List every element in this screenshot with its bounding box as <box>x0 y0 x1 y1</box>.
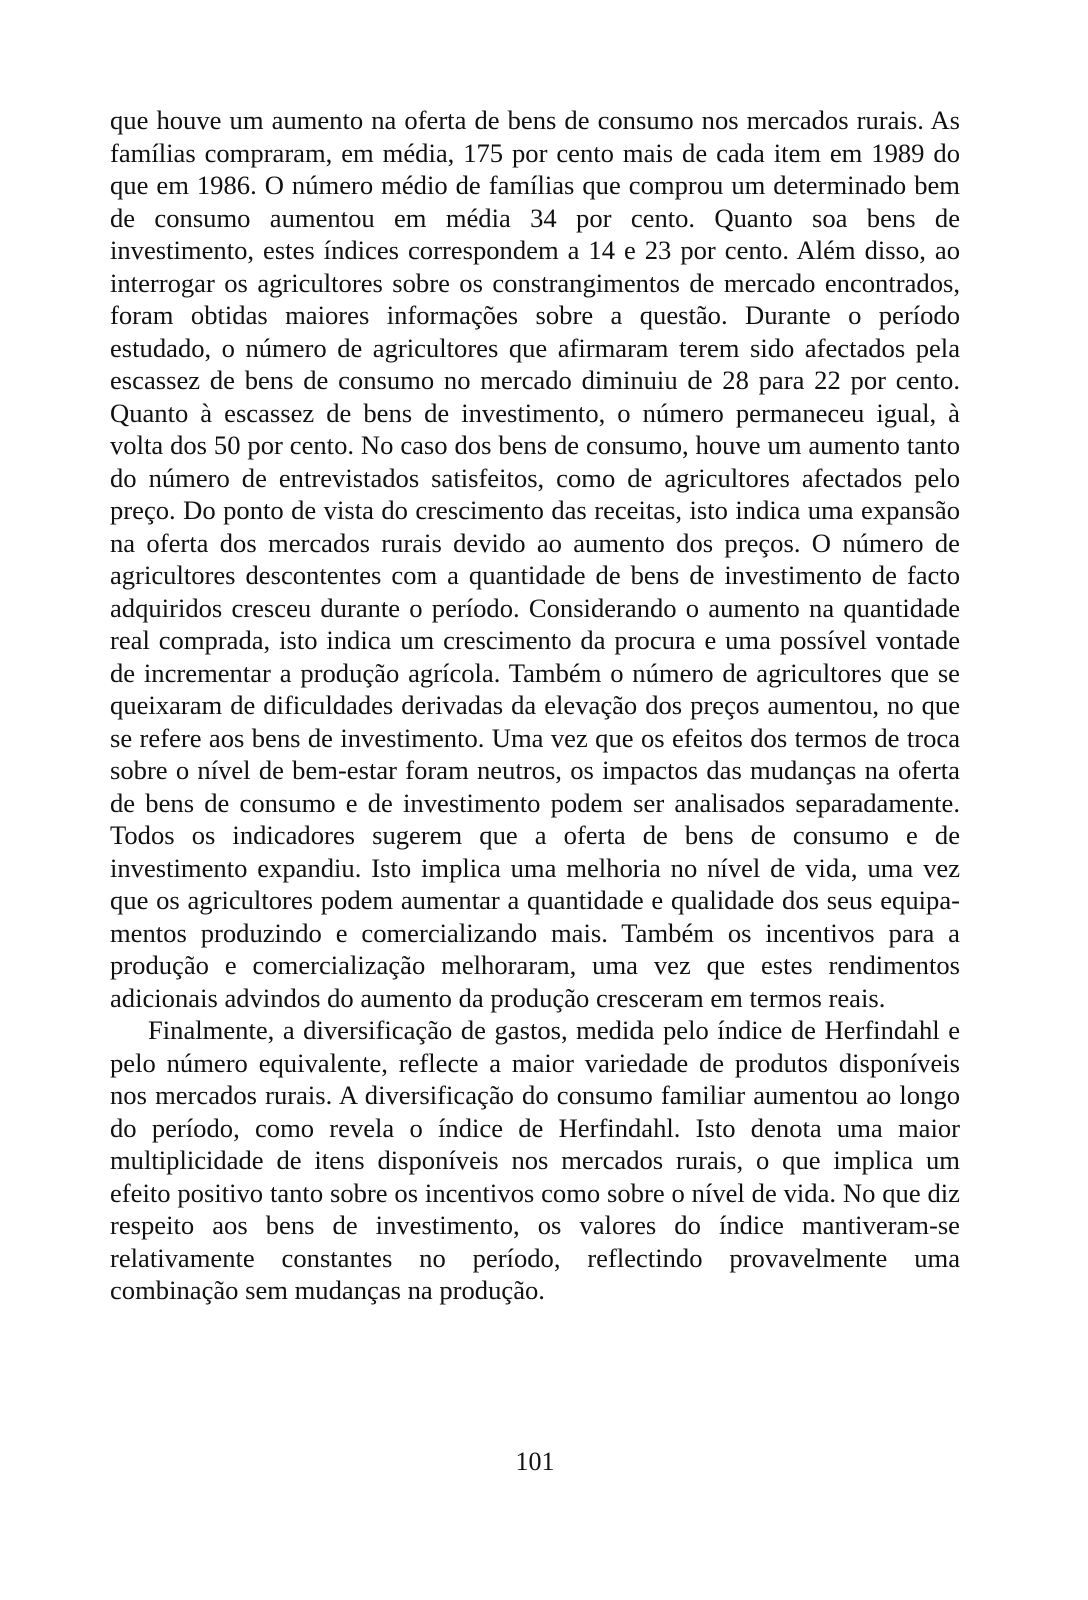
page-number: 101 <box>515 1447 555 1476</box>
paragraph-continued: que houve um aumento na oferta de bens de consumo nos mercados rurais. As famílias compraram, em média, 175 por cento mais de cada item em 1989 do que em 1986. O número médio de famílias que comprou um determinado bem de consumo aumentou em média 34 por cento. Quanto soa bens de investimento, estes índices correspondem a 14 e 23 por cento. Além disso, ao interrogar os agricultores sobre os constrangimentos de mercado encontrados, foram obtidas maiores informações sobre a questão. Durante o período estudado, o número de agricultores que afirmaram terem sido afectados pela escassez de bens de consumo no mercado diminuiu de 28 para 22 por cento. Quanto à escassez de bens de investimento, o número permaneceu igual, à volta dos 50 por cento. No caso dos bens de consumo, houve um aumento tanto do número de entrevistados satisfeitos, como de agricultores afectados pelo preço. Do ponto de vista do crescimento das receitas, isto indica uma expansão na oferta dos mercados rurais devido ao aumento dos preços. O número de agricultores descontentes com a quantidade de bens de investimento de facto adquiridos cresceu durante o período. Considerando o aumento na quantidade real comprada, isto indica um crescimento da procura e uma possível vontade de incrementar a produção agrícola. Também o número de agricultores que se queixaram de dificuldades derivadas da elevação dos preços aumentou, no que se refere aos bens de investimento. Uma vez que os efeitos dos termos de troca sobre o nível de bem-estar foram neutros, os impactos das mudanças na oferta de bens de consumo e de investimento podem ser analisados separadamente. Todos os indicadores sugerem que a oferta de bens de consumo e de investimento expandiu. Isto implica uma melhoria no nível de vida, uma vez que os agricultores podem aumentar a quantidade e qualidade dos seus equipamentos produzindo e comercializando mais. Também os incentivos para a produção e comercialização melhoraram, uma vez que estes rendimentos adicionais advindos do aumento da produção cresceram em termos reais. <box>110 105 960 1013</box>
body-text <box>110 104 960 1307</box>
paragraph-finalmente: Finalmente, a diversificação de gastos, medida pelo índice de Herfindahl e pelo número equivalente, reflecte a maior variedade de produtos disponíveis nos mercados rurais. A diversificação do consumo familiar aumentou ao longo do período, como revela o índice de Herfindahl. Isto denota uma maior multiplicidade de itens disponíveis nos mercados rurais, o que implica um efeito positivo tanto sobre os incentivos como sobre o nível de vida. No que diz respeito aos bens de investimento, os valores do índice mantiveram-se relativamente constantes no período, reflectindo provavelmente uma combinação sem mudanças na produção. <box>110 1015 960 1305</box>
